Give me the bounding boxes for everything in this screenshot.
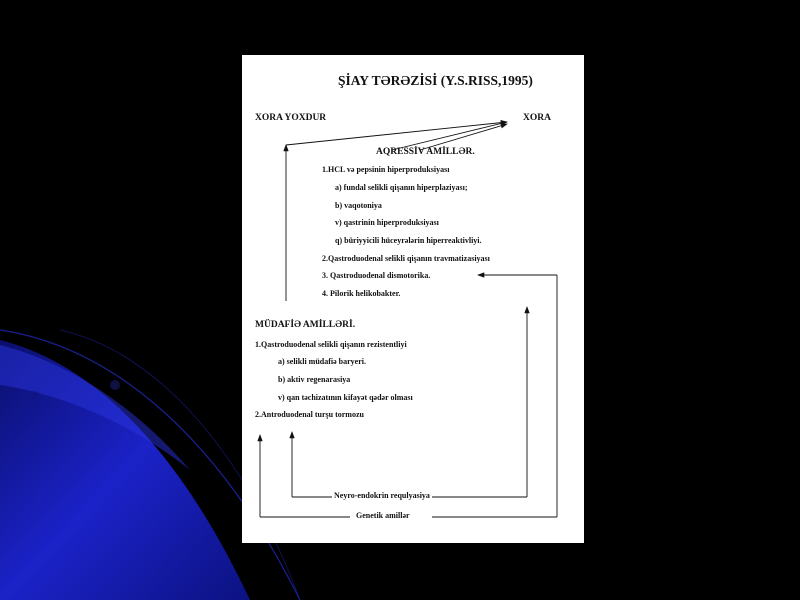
aggressive-item: v) qastrinin hiperproduksiyası bbox=[335, 218, 439, 227]
aggressive-item: a) fundal selikli qişanın hiperplaziyası; bbox=[335, 183, 468, 192]
neuro-endocrine-label: Neyro-endokrin requlyasiya bbox=[334, 491, 430, 500]
diagram-arrows bbox=[242, 55, 584, 543]
defensive-item: v) qan təchizatının kifayət qədər olması bbox=[278, 393, 413, 402]
aggressive-item: 3. Qastroduodenal dismotorika. bbox=[322, 271, 431, 280]
label-ulcer: XORA bbox=[523, 113, 551, 123]
aggressive-item: q) büriyyicili hüceyrələrin hiperreaktivliyi. bbox=[335, 236, 482, 245]
defensive-item: b) aktiv regenarasiya bbox=[278, 375, 351, 384]
decor-dot-1 bbox=[31, 391, 39, 399]
aggressive-heading: AQRESSİV AMİLLƏR. bbox=[376, 147, 475, 157]
arrow-aggressive-to-xora-2 bbox=[392, 122, 507, 150]
aggressive-item: 4. Pilorik helikobakter. bbox=[322, 289, 401, 298]
defensive-item: 2.Antroduodenal turşu tormozu bbox=[255, 410, 364, 419]
aggressive-item: 2.Qastroduodenal selikli qişanın travmatizasiyası bbox=[322, 254, 490, 263]
defensive-heading: MÜDAFİƏ AMİLLƏRİ. bbox=[255, 320, 356, 330]
diagram-title: ŞİAY TƏRƏZİSİ (Y.S.RISS,1995) bbox=[338, 73, 533, 88]
label-no-ulcer: XORA YOXDUR bbox=[255, 113, 327, 123]
aggressive-item: 1.HCL və pepsinin hiperproduksiyası bbox=[322, 165, 450, 174]
diagram-page bbox=[242, 55, 584, 543]
decor-dot-2 bbox=[110, 380, 120, 390]
genetic-factors-label: Genetik amillər bbox=[356, 511, 410, 520]
aggressive-item: b) vaqotoniya bbox=[335, 201, 382, 210]
defensive-item: a) selikli müdafiə baryeri. bbox=[278, 357, 366, 366]
defensive-item: 1.Qastroduodenal selikli qişanın rezistentliyi bbox=[255, 340, 407, 349]
